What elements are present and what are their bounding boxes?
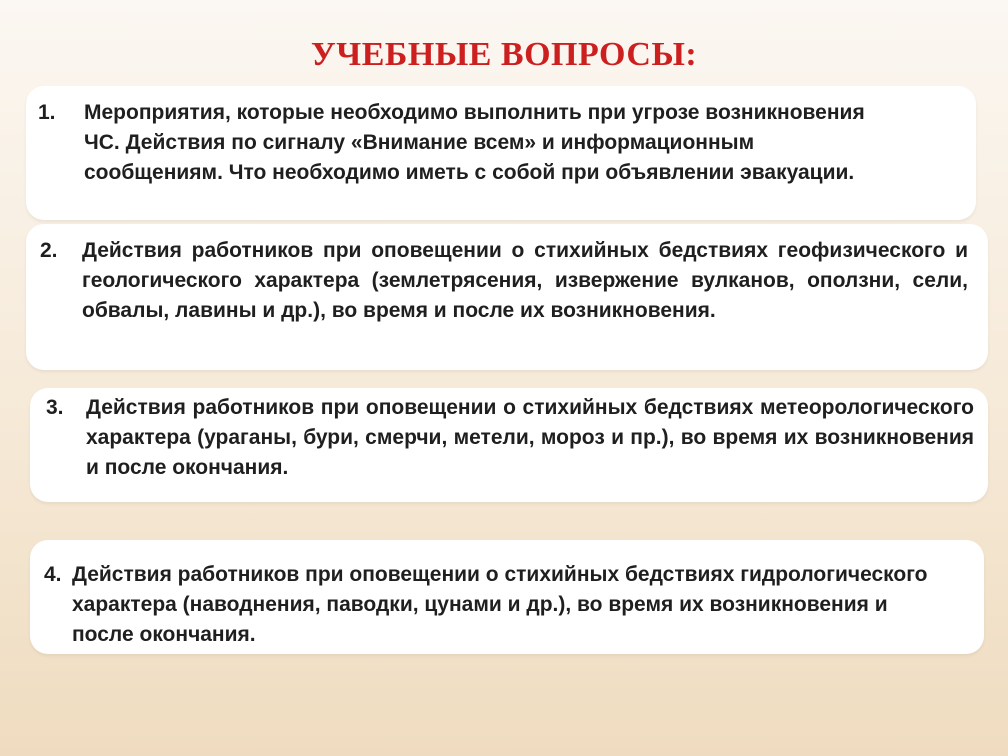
- question-number-1: 1.: [38, 101, 56, 124]
- slide-title: УЧЕБНЫЕ ВОПРОСЫ:: [310, 36, 698, 73]
- question-text-4: Действия работников при оповещении о стихийных бедствиях гидрологического характера (наводнения, паводки, цунами и др.), во время их возникновения и после окончания.: [72, 563, 928, 646]
- question-number-2: 2.: [40, 239, 58, 262]
- question-text-2: Действия работников при оповещении о стихийных бедствиях геофизического и геологического характера (землетрясения, извержение вулканов, оползни, сели, обвалы, лавины и др.), во время и после их возникновения.: [82, 239, 968, 322]
- question-number-4: 4.: [44, 563, 62, 586]
- question-number-3: 3.: [46, 396, 64, 419]
- question-text-3: Действия работников при оповещении о стихийных бедствиях метеорологического характера (ураганы, бури, смерчи, метели, мороз и пр.), во время их возникновения и после окончания.: [86, 396, 974, 479]
- question-text-1: Мероприятия, которые необходимо выполнить при угрозе возникновения ЧС. Действия по сигналу «Внимание всем» и информационным сообщениям. Что необходимо иметь с собой при объявлении эвакуации.: [84, 101, 865, 184]
